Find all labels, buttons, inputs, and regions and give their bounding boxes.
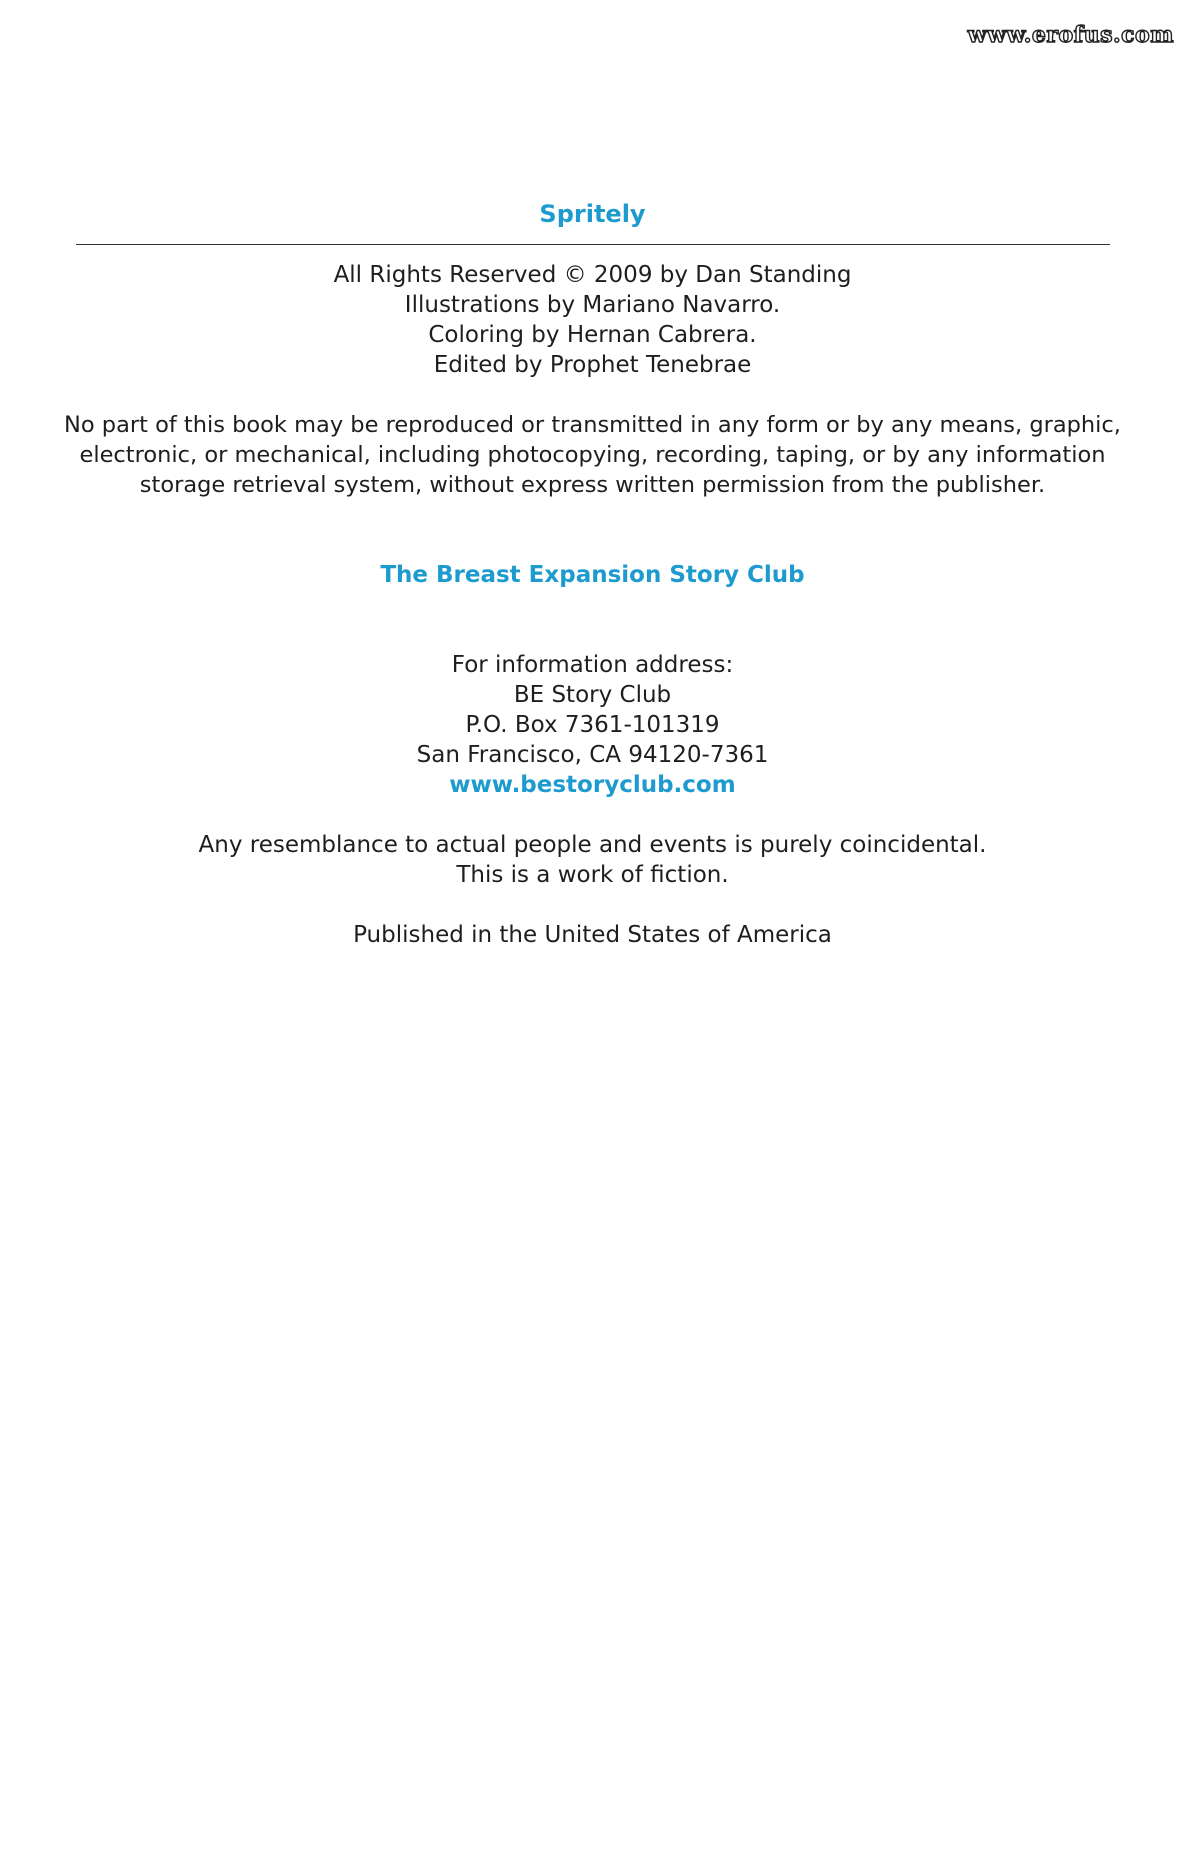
address-po-box: P.O. Box 7361-101319 bbox=[465, 712, 720, 738]
legal-notice bbox=[0, 410, 1185, 500]
book-title: Spritely bbox=[539, 200, 646, 228]
title-divider bbox=[76, 244, 1110, 245]
disclaimer-line: Any resemblance to actual people and events is purely coincidental. bbox=[198, 832, 987, 858]
published-line: Published in the United States of America bbox=[353, 922, 832, 948]
legal-line: storage retrieval system, without express written permission from the publisher. bbox=[139, 472, 1046, 498]
editor-line: Edited by Prophet Tenebrae bbox=[433, 352, 752, 378]
illustrator-line: Illustrations by Mariano Navarro. bbox=[404, 292, 781, 318]
disclaimer-block bbox=[0, 830, 1185, 890]
address-city: San Francisco, CA 94120-7361 bbox=[416, 742, 769, 768]
copyright-line: All Rights Reserved © 2009 by Dan Standing bbox=[333, 262, 852, 288]
colorist-line: Coloring by Hernan Cabrera. bbox=[428, 322, 757, 348]
address-block bbox=[0, 650, 1185, 800]
credits-block bbox=[0, 260, 1185, 380]
publisher-name: The Breast Expansion Story Club bbox=[380, 562, 805, 588]
address-name: BE Story Club bbox=[513, 682, 672, 708]
legal-line: electronic, or mechanical, including photocopying, recording, taping, or by any information bbox=[79, 442, 1106, 468]
site-watermark: www.erofus.com bbox=[962, 20, 1180, 50]
address-heading: For information address: bbox=[451, 652, 734, 678]
website-link[interactable]: www.bestoryclub.com bbox=[449, 772, 736, 798]
disclaimer-line: This is a work of fiction. bbox=[456, 862, 729, 888]
legal-line: No part of this book may be reproduced or transmitted in any form or by any means, graphic, bbox=[64, 412, 1121, 438]
